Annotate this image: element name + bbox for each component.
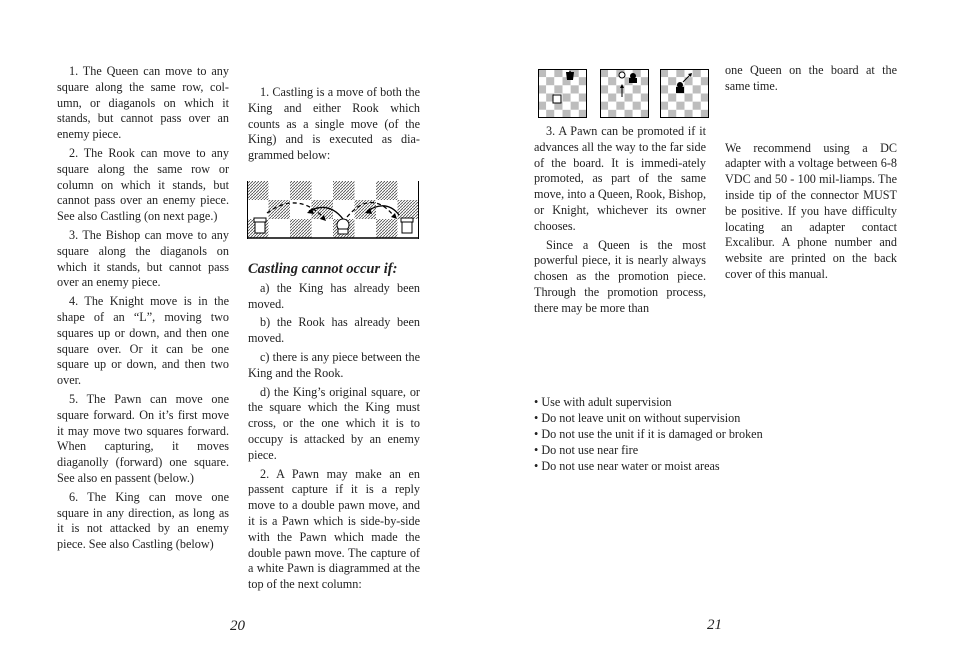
board-square <box>668 77 676 85</box>
column-adapter <box>725 63 897 286</box>
board-square <box>554 85 562 93</box>
list-item: • Do not use near fire <box>534 443 639 457</box>
condition-a: a) the King has already been moved. <box>248 280 420 311</box>
board-square <box>701 110 709 118</box>
board-square <box>668 102 676 110</box>
board-square <box>676 69 684 77</box>
board-square <box>701 102 709 110</box>
board-square <box>641 69 649 77</box>
board-square <box>660 77 668 85</box>
board-square <box>616 77 624 85</box>
paragraph-promotion-cont: one Queen on the board at the same time. <box>725 63 897 93</box>
board-square <box>538 94 546 102</box>
board-square <box>693 102 701 110</box>
page-number-right: 21 <box>707 617 722 633</box>
board-square <box>641 77 649 85</box>
board-square <box>269 219 291 238</box>
board-square <box>600 110 608 118</box>
board-square <box>579 94 587 102</box>
board-square <box>668 85 676 93</box>
list-item: • Use with adult supervision <box>534 395 672 409</box>
board-square <box>563 102 571 110</box>
board-square <box>546 85 554 93</box>
paragraph-en-passant: 2. A Pawn may make an en passent capture if it is a reply move to a double pawn move, and it is a Pawn which is side-by-side with the Pawn which made the double pawn move. The capture of a white Pawn is diagrammed at the top of the next column: <box>248 466 420 592</box>
board-square <box>538 85 546 93</box>
column-promotion <box>534 124 706 320</box>
board-square <box>579 69 587 77</box>
board-square <box>571 85 579 93</box>
page-number-left: 20 <box>230 618 245 634</box>
board-square <box>641 85 649 93</box>
column-castling-conditions <box>248 262 420 596</box>
board-square <box>398 200 420 219</box>
board-square <box>668 110 676 118</box>
board-square <box>641 110 649 118</box>
board-square <box>608 69 616 77</box>
board-square <box>579 110 587 118</box>
board-square <box>660 110 668 118</box>
board-square <box>538 102 546 110</box>
castling-heading: Castling cannot occur if: <box>248 261 398 277</box>
board-square <box>641 94 649 102</box>
list-item: • Do not use the unit if it is damaged or broken <box>534 427 763 441</box>
board-square <box>693 69 701 77</box>
board-square <box>600 69 608 77</box>
paragraph-bishop: 3. The Bishop can move to any square along the diaganols on which it stands, but cannot pass over an enemy piece. <box>57 227 229 290</box>
paragraph-knight: 4. The Knight move is in the shape of an “L”, moving two squares up or down, and then one square over. Or it can be one square up or down, and then two over. <box>57 294 229 388</box>
condition-b: b) the Rook has already been moved. <box>248 315 420 346</box>
board-square <box>633 102 641 110</box>
board-square <box>600 94 608 102</box>
paragraph-queen-choice: Since a Queen is the most powerful piece, it is nearly always chosen as the promotion piece. Through the promotion process, there may be more than <box>534 237 706 315</box>
board-square <box>600 77 608 85</box>
board-square <box>579 77 587 85</box>
board-square <box>247 181 269 200</box>
condition-d: d) the King’s original square, or the square which the King must cross, or the one which it is to occupy is attacked by an enemy piece. <box>248 384 420 462</box>
list-item: • Do not use near water or moist areas <box>534 459 720 473</box>
board-square <box>701 77 709 85</box>
board-square <box>538 77 546 85</box>
board-square <box>608 94 616 102</box>
board-square <box>701 94 709 102</box>
board-square <box>616 94 624 102</box>
board-square <box>579 85 587 93</box>
board-square <box>693 110 701 118</box>
board-square <box>333 200 355 219</box>
board-square <box>693 94 701 102</box>
paragraph-adapter: We recommend using a DC adapter with a voltage between 6-8 VDC and 50 - 100 mil-liamps. The inside tip of the connector MUST be positive. If you have difficulty locating an adapter contact Excalibur. A phone number and website are printed on the back cover of this manual. <box>725 140 897 281</box>
board-square <box>608 77 616 85</box>
board-square <box>554 110 562 118</box>
column-castling <box>248 85 420 167</box>
board-square <box>563 110 571 118</box>
board-square <box>685 102 693 110</box>
board-square <box>333 181 355 200</box>
board-square <box>571 102 579 110</box>
board-square <box>546 69 554 77</box>
board-square <box>625 110 633 118</box>
board-square <box>625 94 633 102</box>
board-square <box>376 181 398 200</box>
board-square <box>600 85 608 93</box>
board-square <box>312 219 334 238</box>
board-square <box>625 102 633 110</box>
board-square <box>600 102 608 110</box>
board-square <box>563 94 571 102</box>
en-passant-diagram-icon <box>660 69 709 118</box>
board-square <box>355 181 377 200</box>
board-square <box>376 219 398 238</box>
board-square <box>571 94 579 102</box>
board-square <box>641 102 649 110</box>
safety-list <box>534 394 854 474</box>
board-square <box>676 110 684 118</box>
board-square <box>701 85 709 93</box>
board-square <box>668 69 676 77</box>
board-square <box>660 102 668 110</box>
board-square <box>633 85 641 93</box>
board-square <box>625 85 633 93</box>
column-piece-moves <box>57 64 229 556</box>
board-square <box>608 102 616 110</box>
paragraph-pawn: 5. The Pawn can move one square forward. On it’s first move it may move two squares forward. When capturing, it moves diaganolly (forward) one square. See also en passent (below.) <box>57 391 229 485</box>
board-square <box>546 77 554 85</box>
board-square <box>554 77 562 85</box>
board-square <box>685 77 693 85</box>
board-square <box>660 94 668 102</box>
en-passant-diagram-icon <box>600 69 649 118</box>
board-square <box>660 69 668 77</box>
board-square <box>660 85 668 93</box>
condition-c: c) there is any piece between the King and the Rook. <box>248 349 420 380</box>
board-square <box>538 110 546 118</box>
board-square <box>633 94 641 102</box>
board-square <box>633 110 641 118</box>
board-square <box>608 110 616 118</box>
board-square <box>546 110 554 118</box>
board-square <box>579 102 587 110</box>
board-square <box>701 69 709 77</box>
board-square <box>571 110 579 118</box>
board-square <box>247 200 269 219</box>
board-square <box>269 200 291 219</box>
board-square <box>538 69 546 77</box>
board-square <box>355 219 377 238</box>
board-square <box>685 94 693 102</box>
board-square <box>676 94 684 102</box>
board-square <box>616 110 624 118</box>
paragraph-queen: 1. The Queen can move to any square along the same row, col-umn, or diaganols on which it stands, but cannot pass over an enemy piece. <box>57 64 229 142</box>
board-square <box>290 219 312 238</box>
board-square <box>290 181 312 200</box>
board-square <box>563 85 571 93</box>
board-square <box>269 181 291 200</box>
board-square <box>685 85 693 93</box>
paragraph-castling-intro: 1. Castling is a move of both the King and either Rook which counts as a single move (of the King) and is executed as dia-grammed below: <box>248 85 420 163</box>
paragraph-king: 6. The King can move one square in any direction, as long as it is not attacked by an enemy piece. See also Castling (below) <box>57 489 229 552</box>
board-square <box>676 102 684 110</box>
board-square <box>398 181 420 200</box>
castling-diagram-icon <box>247 181 419 239</box>
board-square <box>693 85 701 93</box>
board-square <box>616 102 624 110</box>
board-square <box>312 181 334 200</box>
paragraph-promotion: 3. A Pawn can be promoted if it advances all the way to the far side of the board. It is immedi-ately promoted, as part of the same move, into a Queen, Rook, Bishop, or Knight, whichever its owner chooses. <box>534 124 706 233</box>
board-square <box>668 94 676 102</box>
board-square <box>685 110 693 118</box>
board-square <box>608 85 616 93</box>
list-item: • Do not leave unit on without supervision <box>534 411 741 425</box>
paragraph-rook: 2. The Rook can move to any square along the same row or column on which it stands, but cannot pass over an enemy piece. See also Castling (on next page.) <box>57 145 229 224</box>
en-passant-diagram-icon <box>538 69 587 118</box>
board-square <box>554 69 562 77</box>
board-square <box>693 77 701 85</box>
